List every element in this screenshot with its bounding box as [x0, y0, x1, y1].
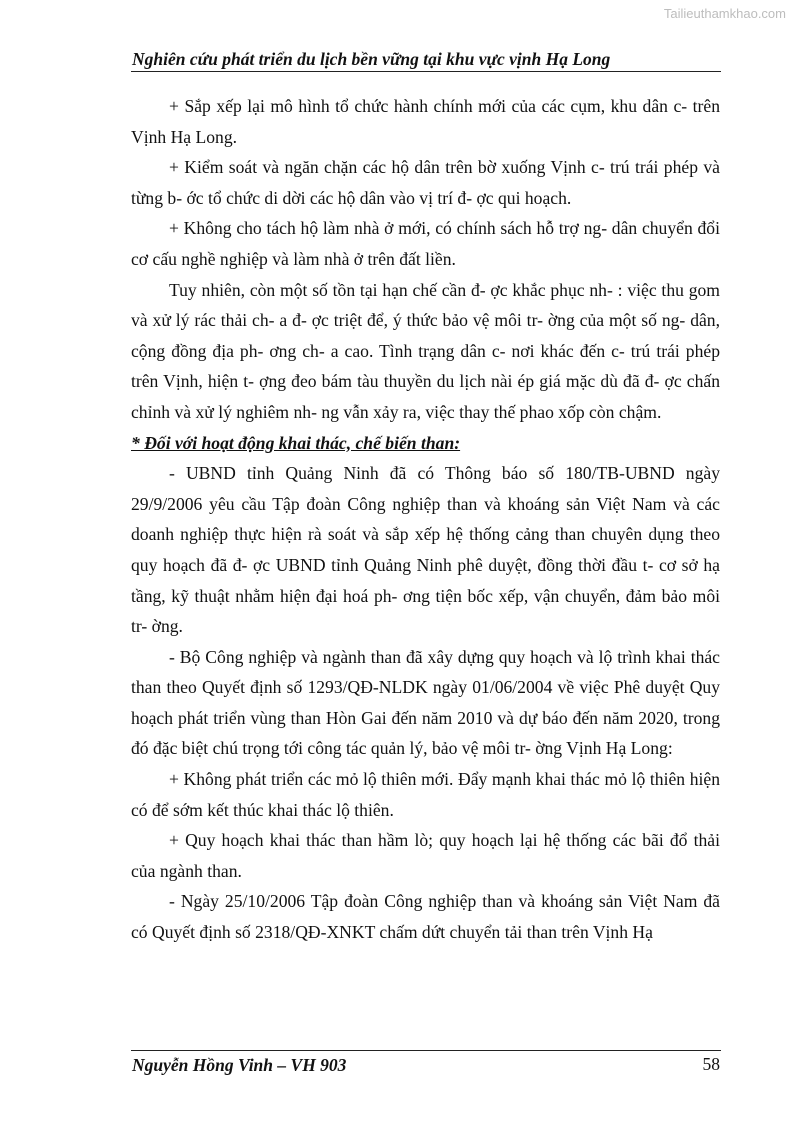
header-divider	[131, 71, 721, 72]
section-heading: * Đối với hoạt động khai thác, chế biến than:	[131, 432, 461, 453]
paragraph: - Bộ Công nghiệp và ngành than đã xây dựng quy hoạch và lộ trình khai thác than theo Quyết định số 1293/QĐ-NLDK ngày 01/06/2004 về việc Phê duyệt Quy hoạch phát triển vùng than Hòn Gai đến năm 2010 và dự báo đến năm 2020, trong đó đặc biệt chú trọng tới công tác quản lý, bảo vệ môi tr- ờng Vịnh Hạ Long:	[131, 646, 720, 759]
paragraph: Tuy nhiên, còn một số tồn tại hạn chế cần đ- ợc khắc phục nh- : việc thu gom và xử lý rác thải ch- a đ- ợc triệt để, ý thức bảo vệ môi tr- ờng của một số ng- dân, cộng đồng địa ph- ơng ch- a cao. Tình trạng dân c- nơi khác đến c- trú trái phép trên Vịnh, hiện t- ợng đeo bám tàu thuyền du lịch nài ép giá mặc dù đã đ- ợc chấn chỉnh và xử lý nghiêm nh- ng vẫn xảy ra, việc thay thế phao xốp còn chậm.	[131, 279, 720, 422]
paragraph: + Không phát triển các mỏ lộ thiên mới. Đẩy mạnh khai thác mỏ lộ thiên hiện có để sớm kết thúc khai thác lộ thiên.	[131, 769, 720, 820]
paragraph: + Kiểm soát và ngăn chặn các hộ dân trên bờ xuống Vịnh c- trú trái phép và từng b- ớc tổ chức di dời các hộ dân vào vị trí đ- ợc qui hoạch.	[131, 157, 720, 208]
document-body	[131, 91, 720, 948]
footer-divider	[131, 1050, 721, 1051]
watermark: Tailieuthamkhao.com	[663, 6, 786, 21]
page-header-title: Nghiên cứu phát triển du lịch bền vững tại khu vực vịnh Hạ Long	[132, 49, 611, 69]
paragraph: + Không cho tách hộ làm nhà ở mới, có chính sách hỗ trợ ng- dân chuyển đổi cơ cấu nghề nghiệp và làm nhà ở trên đất liền.	[131, 218, 720, 269]
footer-author: Nguyễn Hồng Vinh – VH 903	[132, 1055, 347, 1075]
paragraph: - UBND tỉnh Quảng Ninh đã có Thông báo số 180/TB-UBND ngày 29/9/2006 yêu cầu Tập đoàn Công nghiệp than và khoáng sản Việt Nam và các doanh nghiệp thực hiện rà soát và sắp xếp hệ thống cảng than chuyên dụng theo quy hoạch đã đ- ợc UBND tỉnh Quảng Ninh phê duyệt, đồng thời đầu t- cơ sở hạ tầng, kỹ thuật nhằm hiện đại hoá ph- ơng tiện bốc xếp, vận chuyển, đảm bảo môi tr- ờng.	[131, 463, 720, 637]
paragraph: + Sắp xếp lại mô hình tổ chức hành chính mới của các cụm, khu dân c- trên Vịnh Hạ Long.	[131, 96, 720, 147]
page-number: 58	[702, 1054, 720, 1074]
paragraph: - Ngày 25/10/2006 Tập đoàn Công nghiệp than và khoáng sản Việt Nam đã có Quyết định số 2318/QĐ-XNKT chấm dứt chuyển tải than trên Vịnh Hạ	[131, 891, 720, 943]
paragraph: + Quy hoạch khai thác than hầm lò; quy hoạch lại hệ thống các bãi đổ thải của ngành than.	[131, 830, 720, 881]
